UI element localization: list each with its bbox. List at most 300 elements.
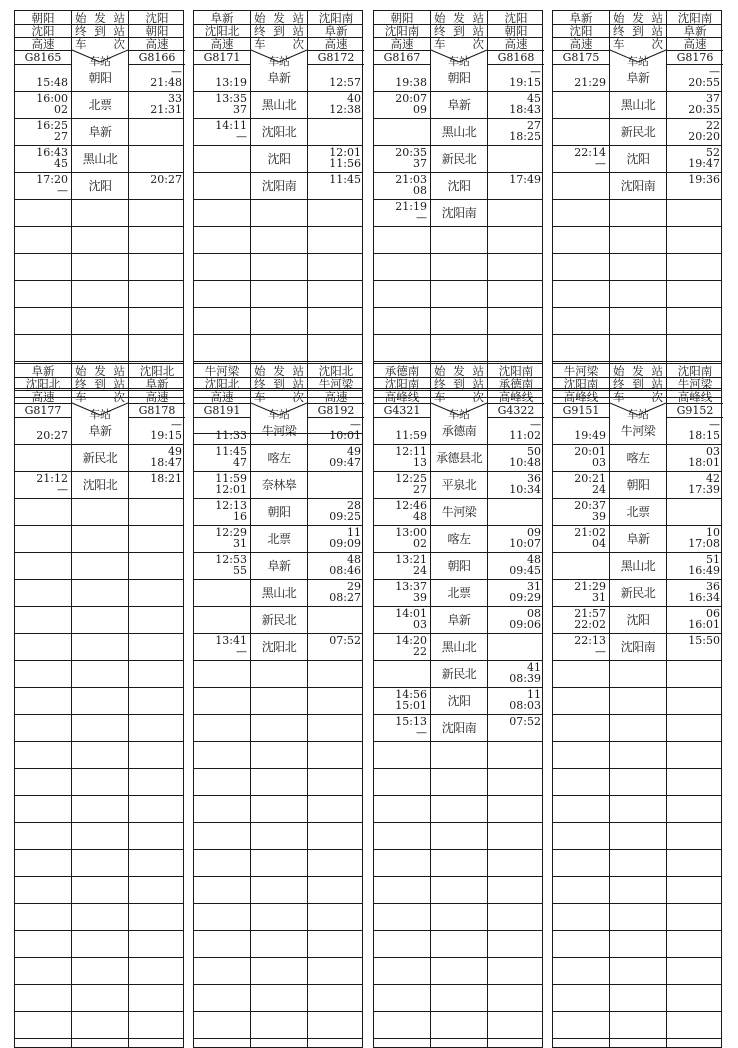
- down-departure-time: 02: [54, 103, 68, 116]
- down-arrival-time: 13:35: [215, 92, 247, 105]
- station-row: [553, 92, 721, 119]
- up-departure-time: 11:02: [509, 429, 541, 442]
- column-divider: [128, 11, 129, 397]
- down-departure-time: 39: [413, 591, 427, 604]
- station-row: [15, 850, 183, 877]
- train-label: [72, 390, 128, 404]
- column-divider: [250, 364, 251, 1047]
- down-arrival-time: 20:35: [395, 146, 427, 159]
- up-terminus-station: 牛河梁: [677, 377, 713, 391]
- station-name: 北票: [267, 532, 291, 546]
- terminus-label-char: 到: [453, 24, 465, 38]
- up-arrival-time: 48: [347, 553, 361, 566]
- train-label: [72, 37, 128, 51]
- origin-label: [431, 364, 487, 378]
- up-arrival-time: 27: [527, 119, 541, 132]
- train-label: [431, 37, 487, 51]
- down-departure-time: 13: [413, 456, 427, 469]
- terminus-label-char: 到: [94, 377, 106, 391]
- terminus-label-char: 终: [254, 377, 266, 391]
- station-row: [15, 904, 183, 931]
- station-row: [194, 119, 362, 146]
- origin-label-char: 站: [651, 364, 663, 378]
- station-row: [194, 985, 362, 1012]
- up-arrival-time: 29: [347, 580, 361, 593]
- column-divider: [487, 364, 488, 1047]
- down-arrival-time: 13:00: [395, 526, 427, 539]
- station-row: [15, 173, 183, 200]
- origin-row: [15, 11, 183, 25]
- station-row: [15, 335, 183, 362]
- station-row: [553, 904, 721, 931]
- station-name: 北票: [88, 98, 112, 112]
- station-name: 新民北: [82, 451, 118, 465]
- train-label-char: 次: [292, 37, 304, 51]
- station-row: [194, 958, 362, 985]
- up-departure-time: 12:57: [329, 76, 361, 89]
- station-name: 黑山北: [620, 98, 656, 112]
- up-departure-time: 09:29: [509, 591, 541, 604]
- train-label: [251, 390, 307, 404]
- up-arrival-time: 11: [347, 526, 361, 539]
- train-label: [610, 390, 666, 404]
- station-name: 新民北: [441, 152, 477, 166]
- column-divider: [250, 11, 251, 397]
- up-train-number: G8166: [138, 51, 176, 64]
- down-arrival-time: 12:25: [395, 472, 427, 485]
- station-row: [553, 254, 721, 281]
- line-type-row: [15, 37, 183, 51]
- down-train-number: G8177: [24, 404, 62, 417]
- station-row: [15, 742, 183, 769]
- station-name: 喀左: [626, 451, 650, 465]
- station-column-label: 车站: [448, 55, 470, 68]
- down-departure-time: 15:01: [395, 699, 427, 712]
- down-departure-time: —: [57, 483, 68, 496]
- up-arrival-time: 49: [168, 445, 182, 458]
- station-row: [194, 877, 362, 904]
- station-name: 沈阳北: [82, 478, 118, 492]
- train-label-char: 车: [613, 390, 625, 404]
- origin-row: [194, 11, 362, 25]
- origin-label-char: 发: [453, 11, 465, 25]
- station-row: [374, 119, 542, 146]
- station-name: 黑山北: [82, 152, 118, 166]
- station-row: [15, 65, 183, 92]
- down-departure-time: 02: [413, 537, 427, 550]
- station-row: [374, 173, 542, 200]
- timetable-panel: [14, 363, 184, 1048]
- down-departure-time: 37: [233, 103, 247, 116]
- station-row: [15, 119, 183, 146]
- up-arrival-time: 08: [527, 607, 541, 620]
- column-divider: [487, 11, 488, 397]
- station-row: [194, 335, 362, 362]
- station-row: [374, 335, 542, 362]
- up-origin-station: 沈阳南: [677, 11, 713, 25]
- station-row: [553, 931, 721, 958]
- up-line-type: 高速: [504, 37, 528, 51]
- station-name: 黑山北: [441, 125, 477, 139]
- down-arrival-time: 17:20: [36, 173, 68, 186]
- terminus-label-char: 终: [75, 24, 87, 38]
- up-departure-time: 19:15: [509, 76, 541, 89]
- down-arrival-time: 16:25: [36, 119, 68, 132]
- line-type-row: [194, 390, 362, 404]
- station-row: [15, 607, 183, 634]
- up-terminus-station: 阜新: [324, 24, 348, 38]
- up-departure-time: 18:01: [688, 456, 720, 469]
- station-row: [194, 904, 362, 931]
- origin-label-char: 站: [292, 11, 304, 25]
- station-row: [194, 1012, 362, 1039]
- up-arrival-time: —: [530, 418, 541, 431]
- up-arrival-time: 22: [706, 119, 720, 132]
- station-row: [15, 877, 183, 904]
- station-row: [374, 985, 542, 1012]
- down-departure-time: 11:33: [215, 429, 247, 442]
- station-row: [194, 499, 362, 526]
- station-box-line: [194, 433, 362, 434]
- up-line-type: 高速: [324, 37, 348, 51]
- down-arrival-time: 16:00: [36, 92, 68, 105]
- origin-label-char: 始: [613, 11, 625, 25]
- timetable-panel: [14, 10, 184, 398]
- down-arrival-time: 20:01: [574, 445, 606, 458]
- down-arrival-time: 21:19: [395, 200, 427, 213]
- up-departure-time: 09:25: [329, 510, 361, 523]
- up-arrival-time: 33: [168, 92, 182, 105]
- down-origin-station: 阜新: [569, 11, 593, 25]
- train-label-char: 次: [651, 390, 663, 404]
- terminus-label-char: 终: [434, 24, 446, 38]
- down-departure-time: 31: [592, 591, 606, 604]
- down-terminus-station: 沈阳: [31, 24, 55, 38]
- station-row: [374, 281, 542, 308]
- up-terminus-station: 阜新: [145, 377, 169, 391]
- station-row: [194, 796, 362, 823]
- up-departure-time: 08:27: [329, 591, 361, 604]
- down-departure-time: 13:19: [215, 76, 247, 89]
- down-line-type: 高峰线: [563, 390, 599, 404]
- station-name: 新民北: [441, 667, 477, 681]
- down-arrival-time: 12:29: [215, 526, 247, 539]
- terminus-label-char: 到: [273, 24, 285, 38]
- up-origin-station: 沈阳北: [318, 364, 354, 378]
- station-name: 沈阳南: [261, 179, 297, 193]
- up-line-type: 高峰线: [677, 390, 713, 404]
- station-row: [553, 146, 721, 173]
- origin-row: [374, 11, 542, 25]
- down-arrival-time: 21:03: [395, 173, 427, 186]
- origin-label-char: 站: [113, 11, 125, 25]
- column-divider: [609, 364, 610, 1047]
- down-departure-time: —: [236, 645, 247, 658]
- up-train-number: G8172: [317, 51, 355, 64]
- up-departure-time: 17:39: [688, 483, 720, 496]
- up-arrival-time: —: [709, 418, 720, 431]
- terminus-row: [374, 377, 542, 391]
- down-departure-time: 19:49: [574, 429, 606, 442]
- down-departure-time: 15:48: [36, 76, 68, 89]
- station-row: [553, 445, 721, 472]
- terminus-label-char: 站: [651, 377, 663, 391]
- station-row: [374, 472, 542, 499]
- origin-label-char: 发: [94, 364, 106, 378]
- station-row: [194, 715, 362, 742]
- down-terminus-station: 沈阳北: [204, 377, 240, 391]
- up-arrival-time: 36: [527, 472, 541, 485]
- origin-label: [251, 11, 307, 25]
- down-arrival-time: 20:07: [395, 92, 427, 105]
- station-row: [15, 985, 183, 1012]
- station-name: 阜新: [267, 559, 291, 573]
- origin-label-char: 站: [472, 364, 484, 378]
- station-name: 北票: [447, 586, 471, 600]
- origin-label: [431, 11, 487, 25]
- origin-label-char: 始: [613, 364, 625, 378]
- terminus-label: [251, 377, 307, 391]
- terminus-label: [72, 24, 128, 38]
- station-row: [194, 580, 362, 607]
- up-arrival-time: 07:52: [329, 634, 361, 647]
- column-divider: [71, 11, 72, 397]
- origin-row: [553, 11, 721, 25]
- terminus-label-char: 到: [632, 377, 644, 391]
- station-column-label: 车站: [627, 55, 649, 68]
- station-row: [194, 146, 362, 173]
- up-departure-time: 16:49: [688, 564, 720, 577]
- up-arrival-time: 15:50: [688, 634, 720, 647]
- down-departure-time: 22: [413, 645, 427, 658]
- origin-label: [72, 11, 128, 25]
- origin-label-char: 站: [113, 364, 125, 378]
- up-departure-time: 16:01: [688, 618, 720, 631]
- station-name: 沈阳南: [620, 179, 656, 193]
- train-label: [251, 37, 307, 51]
- station-name: 牛河梁: [620, 424, 656, 438]
- up-departure-time: 20:20: [688, 130, 720, 143]
- station-row: [553, 335, 721, 362]
- down-train-number: G9151: [562, 404, 600, 417]
- down-arrival-time: 12:13: [215, 499, 247, 512]
- up-arrival-time: —: [350, 418, 361, 431]
- station-name: 沈阳: [267, 152, 291, 166]
- up-terminus-station: 牛河梁: [318, 377, 354, 391]
- up-train-number: G4322: [497, 404, 535, 417]
- down-departure-time: 11:59: [395, 429, 427, 442]
- up-arrival-time: —: [171, 418, 182, 431]
- up-departure-time: 08:03: [509, 699, 541, 712]
- down-train-number: G8191: [203, 404, 241, 417]
- station-row: [374, 418, 542, 445]
- up-arrival-time: 03: [706, 445, 720, 458]
- station-row: [374, 769, 542, 796]
- terminus-label-char: 站: [292, 377, 304, 391]
- up-origin-station: 沈阳南: [677, 364, 713, 378]
- up-departure-time: 20:35: [688, 103, 720, 116]
- station-row: [374, 146, 542, 173]
- station-name: 沈阳南: [441, 721, 477, 735]
- station-name: 沈阳: [88, 179, 112, 193]
- station-row: [553, 796, 721, 823]
- station-row: [15, 254, 183, 281]
- train-label-char: 车: [613, 37, 625, 51]
- station-name: 沈阳北: [261, 640, 297, 654]
- down-origin-station: 牛河梁: [204, 364, 240, 378]
- down-departure-time: 47: [233, 456, 247, 469]
- down-terminus-station: 沈阳北: [204, 24, 240, 38]
- train-label-char: 车: [254, 390, 266, 404]
- station-name: 奈林皋: [261, 478, 297, 492]
- down-arrival-time: 21:12: [36, 472, 68, 485]
- station-row: [15, 769, 183, 796]
- up-departure-time: 19:15: [150, 429, 182, 442]
- column-divider: [430, 11, 431, 397]
- station-row: [194, 173, 362, 200]
- up-departure-time: 17:08: [688, 537, 720, 550]
- origin-label-char: 始: [254, 364, 266, 378]
- station-name: 沈阳: [626, 152, 650, 166]
- origin-row: [15, 364, 183, 378]
- origin-label-char: 站: [292, 364, 304, 378]
- down-arrival-time: 13:21: [395, 553, 427, 566]
- station-name: 黑山北: [620, 559, 656, 573]
- terminus-row: [15, 377, 183, 391]
- down-departure-time: 22:02: [574, 618, 606, 631]
- column-divider: [609, 11, 610, 397]
- down-departure-time: —: [595, 645, 606, 658]
- up-train-number: G8176: [676, 51, 714, 64]
- station-name: 北票: [626, 505, 650, 519]
- station-row: [553, 688, 721, 715]
- down-arrival-time: 14:01: [395, 607, 427, 620]
- station-row: [194, 823, 362, 850]
- up-departure-time: 09:09: [329, 537, 361, 550]
- station-row: [374, 254, 542, 281]
- station-row: [374, 715, 542, 742]
- up-arrival-time: 41: [527, 661, 541, 674]
- station-row: [194, 254, 362, 281]
- down-departure-time: 37: [413, 157, 427, 170]
- station-row: [553, 200, 721, 227]
- up-arrival-time: 11:45: [329, 173, 361, 186]
- terminus-label: [72, 377, 128, 391]
- up-arrival-time: 31: [527, 580, 541, 593]
- origin-label-char: 始: [75, 364, 87, 378]
- up-arrival-time: 17:49: [509, 173, 541, 186]
- up-departure-time: 08:46: [329, 564, 361, 577]
- down-departure-time: 16: [233, 510, 247, 523]
- down-departure-time: 27: [54, 130, 68, 143]
- origin-row: [374, 364, 542, 378]
- down-train-number: G4321: [383, 404, 421, 417]
- terminus-row: [374, 24, 542, 38]
- terminus-row: [553, 24, 721, 38]
- down-departure-time: 55: [233, 564, 247, 577]
- up-arrival-time: 51: [706, 553, 720, 566]
- up-arrival-time: 37: [706, 92, 720, 105]
- origin-label-char: 发: [453, 364, 465, 378]
- down-departure-time: 48: [413, 510, 427, 523]
- up-departure-time: 21:48: [150, 76, 182, 89]
- down-departure-time: 04: [592, 537, 606, 550]
- down-departure-time: —: [57, 184, 68, 197]
- station-row: [553, 769, 721, 796]
- down-line-type: 高峰线: [384, 390, 420, 404]
- station-name: 沈阳南: [620, 640, 656, 654]
- station-name: 平泉北: [441, 478, 477, 492]
- down-origin-station: 朝阳: [31, 11, 55, 25]
- station-row: [15, 715, 183, 742]
- station-name: 新民北: [620, 586, 656, 600]
- up-line-type: 高速: [145, 390, 169, 404]
- up-arrival-time: 48: [527, 553, 541, 566]
- station-row: [194, 65, 362, 92]
- terminus-label-char: 到: [632, 24, 644, 38]
- station-column-label: 车站: [627, 408, 649, 421]
- station-row: [374, 634, 542, 661]
- down-departure-time: —: [595, 157, 606, 170]
- station-row: [15, 796, 183, 823]
- up-origin-station: 沈阳南: [318, 11, 354, 25]
- station-row: [553, 173, 721, 200]
- station-row: [374, 553, 542, 580]
- station-name: 阜新: [267, 71, 291, 85]
- terminus-label: [610, 377, 666, 391]
- line-type-row: [553, 37, 721, 51]
- station-name: 沈阳: [626, 613, 650, 627]
- origin-label-char: 站: [472, 11, 484, 25]
- down-arrival-time: 11:59: [215, 472, 247, 485]
- up-departure-time: 10:07: [509, 537, 541, 550]
- up-arrival-time: 42: [706, 472, 720, 485]
- origin-label-char: 发: [273, 11, 285, 25]
- down-arrival-time: 22:13: [574, 634, 606, 647]
- up-departure-time: 09:45: [509, 564, 541, 577]
- station-row: [374, 580, 542, 607]
- station-row: [553, 526, 721, 553]
- terminus-label-char: 站: [113, 24, 125, 38]
- station-row: [194, 931, 362, 958]
- up-line-type: 高峰线: [498, 390, 534, 404]
- up-train-number: G8178: [138, 404, 176, 417]
- origin-label-char: 发: [632, 364, 644, 378]
- station-row: [374, 445, 542, 472]
- station-row: [15, 1012, 183, 1039]
- up-terminus-station: 承德南: [498, 377, 534, 391]
- up-arrival-time: 19:36: [688, 173, 720, 186]
- station-row: [374, 742, 542, 769]
- down-departure-time: 20:27: [36, 429, 68, 442]
- station-name: 阜新: [447, 613, 471, 627]
- up-arrival-time: 36: [706, 580, 720, 593]
- up-terminus-station: 朝阳: [145, 24, 169, 38]
- down-origin-station: 阜新: [210, 11, 234, 25]
- station-name: 黑山北: [441, 640, 477, 654]
- up-arrival-time: —: [709, 65, 720, 78]
- station-row: [15, 92, 183, 119]
- station-column-label: 车站: [89, 55, 111, 68]
- up-departure-time: 10:48: [509, 456, 541, 469]
- station-column-label: 车站: [448, 408, 470, 421]
- origin-row: [194, 364, 362, 378]
- timetable-panel: [373, 363, 543, 1048]
- down-departure-time: 12:01: [215, 483, 247, 496]
- down-departure-time: —: [416, 726, 427, 739]
- train-label: [610, 37, 666, 51]
- up-line-type: 高速: [145, 37, 169, 51]
